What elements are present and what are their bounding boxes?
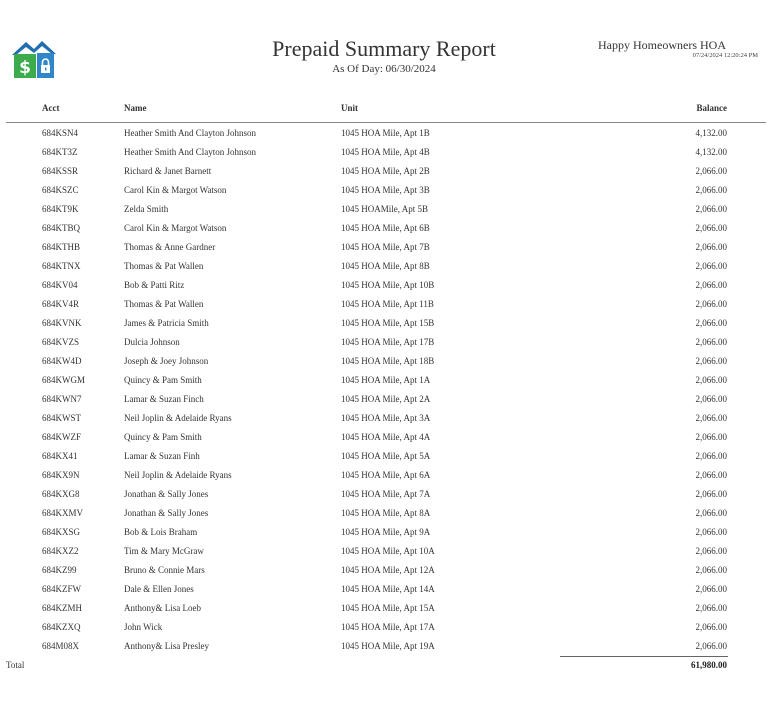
- cell-balance: 2,066.00: [695, 622, 727, 632]
- cell-name: John Wick: [124, 622, 163, 632]
- cell-balance: 2,066.00: [695, 394, 727, 404]
- cell-unit: 1045 HOA Mile, Apt 8A: [341, 508, 431, 518]
- cell-acct: 684KSN4: [42, 128, 79, 138]
- cell-acct: 684KV4R: [42, 299, 80, 309]
- cell-balance: 2,066.00: [695, 508, 727, 518]
- table-row: [0, 352, 768, 371]
- cell-unit: 1045 HOA Mile, Apt 6A: [341, 470, 431, 480]
- report-table-body: [0, 124, 768, 656]
- cell-unit: 1045 HOA Mile, Apt 10A: [341, 546, 435, 556]
- cell-acct: 684KWN7: [42, 394, 82, 404]
- cell-balance: 2,066.00: [695, 565, 727, 575]
- cell-balance: 2,066.00: [695, 356, 727, 366]
- table-row: [0, 390, 768, 409]
- cell-acct: 684KZMH: [42, 603, 82, 613]
- cell-unit: 1045 HOA Mile, Apt 15B: [341, 318, 435, 328]
- total-label: Total: [6, 660, 25, 670]
- table-row: [0, 409, 768, 428]
- table-row: [0, 333, 768, 352]
- cell-balance: 2,066.00: [695, 603, 727, 613]
- report-timestamp: 07/24/2024 12:20:24 PM: [692, 52, 758, 59]
- cell-unit: 1045 HOA Mile, Apt 4A: [341, 432, 431, 442]
- cell-acct: 684KVZS: [42, 337, 80, 347]
- cell-name: Carol Kin & Margot Watson: [124, 185, 227, 195]
- cell-unit: 1045 HOAMile, Apt 5B: [341, 204, 429, 214]
- cell-unit: 1045 HOA Mile, Apt 1A: [341, 375, 431, 385]
- cell-unit: 1045 HOA Mile, Apt 12A: [341, 565, 435, 575]
- cell-name: Richard & Janet Barnett: [124, 166, 212, 176]
- cell-name: Bob & Patti Ritz: [124, 280, 185, 290]
- total-divider: [560, 656, 728, 657]
- table-row: [0, 124, 768, 143]
- cell-acct: 684KSSR: [42, 166, 79, 176]
- cell-balance: 2,066.00: [695, 489, 727, 499]
- cell-acct: 684KWGM: [42, 375, 85, 385]
- cell-name: Lamar & Suzan Finh: [124, 451, 200, 461]
- svg-text:$: $: [19, 58, 31, 78]
- cell-acct: 684KW4D: [42, 356, 82, 366]
- cell-balance: 2,066.00: [695, 584, 727, 594]
- cell-name: Quincy & Pam Smith: [124, 375, 202, 385]
- cell-balance: 2,066.00: [695, 223, 727, 233]
- cell-balance: 2,066.00: [695, 375, 727, 385]
- table-row: [0, 599, 768, 618]
- cell-name: Dulcia Johnson: [124, 337, 180, 347]
- cell-name: Joseph & Joey Johnson: [124, 356, 209, 366]
- cell-balance: 2,066.00: [695, 527, 727, 537]
- table-row: [0, 181, 768, 200]
- cell-unit: 1045 HOA Mile, Apt 15A: [341, 603, 435, 613]
- cell-unit: 1045 HOA Mile, Apt 18B: [341, 356, 435, 366]
- cell-unit: 1045 HOA Mile, Apt 4B: [341, 147, 430, 157]
- column-header-name: Name: [124, 103, 147, 113]
- cell-acct: 684KSZC: [42, 185, 79, 195]
- table-row: [0, 523, 768, 542]
- cell-unit: 1045 HOA Mile, Apt 14A: [341, 584, 435, 594]
- table-row: [0, 428, 768, 447]
- cell-acct: 684KT9K: [42, 204, 79, 214]
- table-row: [0, 542, 768, 561]
- cell-unit: 1045 HOA Mile, Apt 2A: [341, 394, 431, 404]
- cell-unit: 1045 HOA Mile, Apt 10B: [341, 280, 435, 290]
- table-row: [0, 485, 768, 504]
- cell-name: Tim & Mary McGraw: [124, 546, 204, 556]
- table-row: [0, 238, 768, 257]
- cell-balance: 2,066.00: [695, 470, 727, 480]
- table-row: [0, 162, 768, 181]
- cell-balance: 4,132.00: [695, 128, 727, 138]
- cell-balance: 2,066.00: [695, 337, 727, 347]
- table-row: [0, 276, 768, 295]
- cell-balance: 2,066.00: [695, 318, 727, 328]
- total-value: 61,980.00: [691, 660, 727, 670]
- cell-name: Bruno & Connie Mars: [124, 565, 205, 575]
- cell-acct: 684KWZF: [42, 432, 81, 442]
- cell-unit: 1045 HOA Mile, Apt 17A: [341, 622, 435, 632]
- cell-acct: 684M08X: [42, 641, 80, 651]
- report-title: Prepaid Summary Report: [272, 36, 496, 61]
- cell-acct: 684KXMV: [42, 508, 84, 518]
- cell-acct: 684KZXQ: [42, 622, 81, 632]
- cell-unit: 1045 HOA Mile, Apt 5A: [341, 451, 431, 461]
- cell-name: Jonathan & Sally Jones: [124, 508, 209, 518]
- table-row: [0, 314, 768, 333]
- cell-balance: 2,066.00: [695, 432, 727, 442]
- table-row: [0, 143, 768, 162]
- cell-acct: 684KX41: [42, 451, 78, 461]
- organization-name: Happy Homeowners HOA: [598, 38, 726, 52]
- cell-name: Thomas & Anne Gardner: [124, 242, 216, 252]
- cell-unit: 1045 HOA Mile, Apt 3B: [341, 185, 430, 195]
- table-row: [0, 504, 768, 523]
- cell-balance: 2,066.00: [695, 413, 727, 423]
- table-row: [0, 618, 768, 637]
- cell-acct: 684KWST: [42, 413, 81, 423]
- cell-balance: 2,066.00: [695, 185, 727, 195]
- table-row: [0, 371, 768, 390]
- cell-acct: 684KVNK: [42, 318, 82, 328]
- table-row: [0, 200, 768, 219]
- as-of-date: As Of Day: 06/30/2024: [332, 63, 436, 75]
- cell-unit: 1045 HOA Mile, Apt 6B: [341, 223, 430, 233]
- table-row: [0, 466, 768, 485]
- cell-unit: 1045 HOA Mile, Apt 7A: [341, 489, 431, 499]
- cell-acct: 684KZFW: [42, 584, 81, 594]
- table-row: [0, 561, 768, 580]
- cell-acct: 684KTNX: [42, 261, 81, 271]
- cell-name: Lamar & Suzan Finch: [124, 394, 204, 404]
- cell-balance: 2,066.00: [695, 299, 727, 309]
- cell-name: Dale & Ellen Jones: [124, 584, 194, 594]
- cell-acct: 684KX9N: [42, 470, 80, 480]
- cell-name: Jonathan & Sally Jones: [124, 489, 209, 499]
- cell-unit: 1045 HOA Mile, Apt 19A: [341, 641, 435, 651]
- cell-acct: 684KXG8: [42, 489, 80, 499]
- cell-unit: 1045 HOA Mile, Apt 2B: [341, 166, 430, 176]
- table-row: [0, 447, 768, 466]
- table-row: [0, 637, 768, 656]
- cell-balance: 2,066.00: [695, 261, 727, 271]
- cell-unit: 1045 HOA Mile, Apt 8B: [341, 261, 430, 271]
- cell-balance: 2,066.00: [695, 166, 727, 176]
- cell-unit: 1045 HOA Mile, Apt 7B: [341, 242, 430, 252]
- cell-unit: 1045 HOA Mile, Apt 1B: [341, 128, 430, 138]
- cell-name: Quincy & Pam Smith: [124, 432, 202, 442]
- cell-name: Thomas & Pat Wallen: [124, 299, 204, 309]
- cell-unit: 1045 HOA Mile, Apt 17B: [341, 337, 435, 347]
- cell-name: James & Patricia Smith: [124, 318, 209, 328]
- cell-name: Anthony& Lisa Presley: [124, 641, 209, 651]
- cell-name: Bob & Lois Braham: [124, 527, 198, 537]
- cell-name: Zelda Smith: [124, 204, 169, 214]
- column-header-unit: Unit: [341, 103, 359, 113]
- cell-name: Heather Smith And Clayton Johnson: [124, 128, 256, 138]
- cell-name: Anthony& Lisa Loeb: [124, 603, 201, 613]
- table-row: [0, 295, 768, 314]
- cell-balance: 4,132.00: [695, 147, 727, 157]
- cell-balance: 2,066.00: [695, 546, 727, 556]
- cell-balance: 2,066.00: [695, 641, 727, 651]
- cell-acct: 684KV04: [42, 280, 78, 290]
- cell-name: Thomas & Pat Wallen: [124, 261, 204, 271]
- cell-acct: 684KZ99: [42, 565, 77, 575]
- column-header-balance: Balance: [696, 103, 727, 113]
- cell-name: Neil Joplin & Adelaide Ryans: [124, 470, 232, 480]
- table-row: [0, 580, 768, 599]
- cell-balance: 2,066.00: [695, 204, 727, 214]
- cell-acct: 684KTHB: [42, 242, 80, 252]
- cell-balance: 2,066.00: [695, 280, 727, 290]
- cell-unit: 1045 HOA Mile, Apt 11B: [341, 299, 434, 309]
- cell-unit: 1045 HOA Mile, Apt 9A: [341, 527, 431, 537]
- table-row: [0, 257, 768, 276]
- cell-balance: 2,066.00: [695, 451, 727, 461]
- cell-balance: 2,066.00: [695, 242, 727, 252]
- column-header-acct: Acct: [42, 103, 60, 113]
- header-divider: [6, 122, 766, 123]
- cell-name: Neil Joplin & Adelaide Ryans: [124, 413, 232, 423]
- cell-acct: 684KTBQ: [42, 223, 80, 233]
- table-row: [0, 219, 768, 238]
- cell-acct: 684KXSG: [42, 527, 81, 537]
- cell-acct: 684KT3Z: [42, 147, 78, 157]
- cell-name: Carol Kin & Margot Watson: [124, 223, 227, 233]
- cell-acct: 684KXZ2: [42, 546, 79, 556]
- cell-name: Heather Smith And Clayton Johnson: [124, 147, 256, 157]
- cell-unit: 1045 HOA Mile, Apt 3A: [341, 413, 431, 423]
